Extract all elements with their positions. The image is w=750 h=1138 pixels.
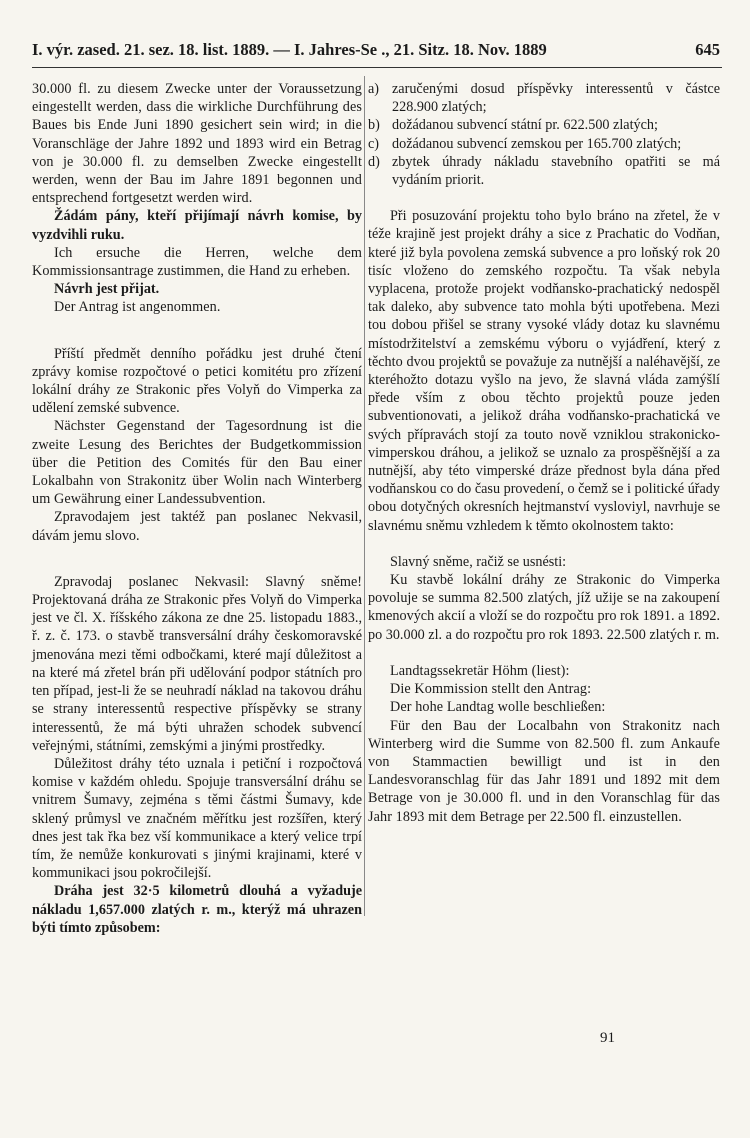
paragraph-nekvasil-speech: Zpravodaj poslanec Nekvasil: Slavný sněme! Projektovaná dráha ze Strakonic přes Volyň do Vimperka jest ve čl. X. říšského zákona ze dne 25. listopadu 1883., ř. z. č. 173. o stavbě transversální dráhy českomoravské jmenována mezi těmi odbočkami, které mají důležitost a na které má zřetel brán při udělování podpor státních pro ten případ, jest-li že se neuhradí náklad na takovou dráhu se strany interessentů respective příspěvky se strany interessentů, že má býti uhražen schodek subvencí veřejnými, státními, zemskými a jinými prostředky. <box>32 573 362 754</box>
paragraph-vote-call-de: Ich ersuche die Herren, welche dem Kommissionsantrage zustimmen, die Hand zu erheben. <box>32 244 362 280</box>
list-text: zbytek úhrady nákladu stavebního opatřiti se má vydáním priorit. <box>392 153 720 189</box>
paragraph-motion-intro: Slavný sněme, račiž se usnésti: <box>390 553 567 570</box>
paragraph-motion-de: Für den Bau der Localbahn von Strakonitz nach Winterberg wird die Summe von 82.500 fl. zum Ankaufe von Stammactien bewilligt und ist in den Landesvoranschlag für das Jahr 1891 und 1892 mit dem Betrage von je 30.000 fl. und in den Voranschlag für das Jahr 1893 mit dem Betrage per 22.500 fl. einzustellen. <box>368 717 720 825</box>
paragraph-reporter: Zpravodajem jest taktéž pan poslanec Nekvasil, dávám jemu slovo. <box>32 509 362 544</box>
list-marker: b) <box>368 117 380 134</box>
list-text: dožádanou subvencí státní pr. 622.500 zlatých; <box>392 117 658 134</box>
list-marker: c) <box>368 135 380 152</box>
paragraph-motion-cz: Ku stavbě lokální dráhy ze Strakonic do Vimperka povoluje se summa 82.500 zlatých, jíž užije se na zakoupení kmenových akcií a vloží se do rozpočtu pro rok 1891. a 1892. po 30.000 zl. a do rozpočtu pro rok 1893. 22.500 zlatých r. m. <box>368 572 720 643</box>
column-divider <box>364 76 365 916</box>
page-header <box>32 40 720 68</box>
paragraph-adopted-de: Der Antrag ist angenommen. <box>54 299 221 316</box>
paragraph-resolve: Der hohe Landtag wolle beschließen: <box>390 699 606 716</box>
list-item <box>368 153 720 189</box>
list-item <box>368 116 720 134</box>
paragraph-importance: Důležitost dráhy této uznala i petiční i rozpočtová komise v každém ohledu. Spojuje transversální dráhu se vnitrem Šumavy, zejména s těmi částmi Šumavy, kde sklený průmysl ve značném měřítku jest rozšířen, který dnes jest tak řka bez vší kommunikace a který velice trpí tím, že nemůže konkurovati s jinými krajinami, které v kommunikaci jsou pokročilejší. <box>32 755 362 882</box>
list-marker: a) <box>368 81 380 97</box>
list-item <box>368 80 720 116</box>
list-text: zaručenými dosud příspěvky interessentů v částce 228.900 zlatých; <box>392 81 720 116</box>
left-column <box>32 80 362 937</box>
paragraph-commission-motion: Die Kommission stellt den Antrag: <box>390 681 592 698</box>
paragraph-adopted-cz: Návrh jest přijat. <box>54 281 160 298</box>
paragraph-next-item-cz: Příští předmět denního pořádku jest druhé čtení zprávy komise rozpočtové o petici komitétu pro zřízení lokální dráhy ze Strakonic přes Volyň do Vimperka za udělení zemské subvence. <box>32 345 362 417</box>
paragraph-cost: Dráha jest 32·5 kilometrů dlouhá a vyžaduje nákladu 1,657.000 zlatých r. m., kterýž má uhrazen býti tímto způsobem: <box>32 883 362 936</box>
header-rule <box>32 67 722 68</box>
paragraph-german-continuation: 30.000 fl. zu diesem Zwecke unter der Voraussetzung eingestellt werden, dass die wirkliche Durchführung des Baues bis Ende Juni 1890 gesichert sein wird; in die Voranschläge der Jahre 1892 und 1893 wird ein Betrag von je 30.000 fl. zu demselben Zwecke eingestellt werden, wenn der Bau im Jahre 1891 begonnen und entsprechend fortgesetzt werden wird. <box>32 81 362 207</box>
paragraph-next-item-de: Nächster Gegenstand der Tagesordnung ist die zweite Lesung des Berichtes der Budgetkommission über die Petition des Comités für den Bau einer Lokalbahn von Strakonitz über Wolin nach Winterberg um Gewährung einer Landessubvention. <box>32 418 362 508</box>
running-header: I. výr. zased. 21. sez. 18. list. 1889. — I. Jahres-Se ., 21. Sitz. 18. Nov. 1889 <box>32 40 547 59</box>
paragraph-secretary: Landtagssekretär Höhm (liest): <box>390 662 570 679</box>
list-item <box>368 135 720 153</box>
list-marker: d) <box>368 153 380 170</box>
header-page-number: 645 <box>695 40 720 59</box>
paragraph-assessment: Při posuzování projektu toho bylo bráno na zřetel, že v téže krajině jest projekt dráhy a sice z Prachatic do Vodňan, které již byla povolena zemská subvence a pro loňský rok 20 tisíc vloženo do zemského rozpočtu. Ta však nebyla vyplacena, protože projekt vodňansko-prachatický nedospěl tak daleko, aby subvence tato mohla býti upotřebena. Mezi tou dobou přišel se strany vysoké vlády dotaz ku slavnému místodržitelství a zemskému výboru o vyjádření, který z těchto dvou projektů se považuje za nutnější a naléhavější, ze kteréhožto dotazu vyšlo na jevo, že slavná vláda zamýšlí přede vším z obou těchto projektů pouze jeden subventionovati, a jelikož dráha vodňansko-prachatická ve svých přípravách stojí za touto nově vzniklou strakonicko-vimperskou dráhou, a jelikož se uznalo za prospěšnější a za nutnější, aby této vimperské dráze přednost byla dána před vodňanskou co do času provedení, o čemž se i politické úřady obou dotyčných okresních hejtmanství vysloviyl, navrhuje se slavnému sněmu vzhledem k těmto okolnostem takto: <box>368 208 720 534</box>
right-column <box>368 80 720 826</box>
list-text: dožádanou subvencí zemskou per 165.700 zlatých; <box>392 135 682 152</box>
paragraph-vote-call-cz: Žádám pány, kteří přijímají návrh komise, by vyzdvihli ruku. <box>32 208 362 243</box>
page-number: 91 <box>600 1030 615 1046</box>
